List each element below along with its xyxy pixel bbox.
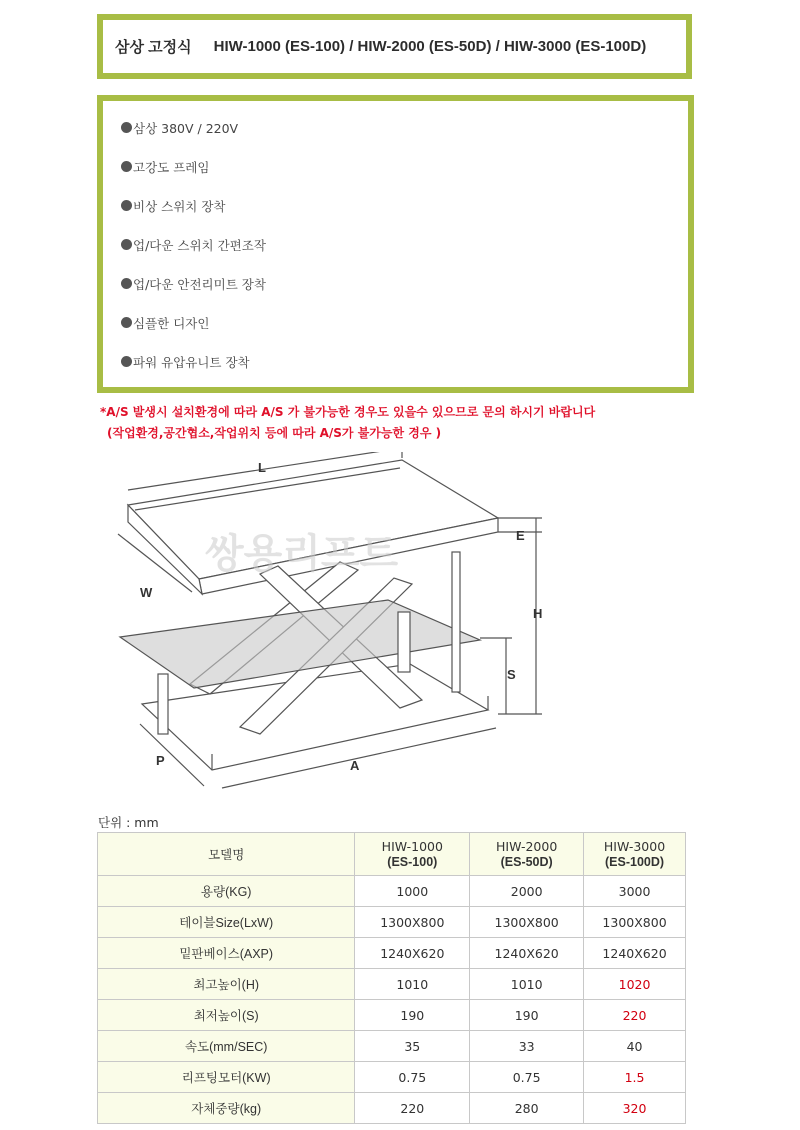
bullet-icon: [121, 239, 132, 250]
spec-label: 밑판베이스(AXP): [98, 938, 355, 969]
watermark: 쌍용리프트: [205, 531, 399, 577]
feature-item: [121, 119, 266, 158]
feature-text: 파워 유압유니트 장착: [133, 355, 250, 370]
label-l: L: [258, 460, 266, 475]
hydraulic-cylinder: [398, 612, 410, 672]
spec-label: 자체중량(kg): [98, 1093, 355, 1124]
bullet-icon: [121, 356, 132, 367]
as-notice-detail: (작업환경,공간협소,작업위치 등에 따라 A/S가 불가능한 경우 ): [107, 426, 442, 440]
bullet-icon: [121, 122, 132, 133]
feature-text: 삼상 380V / 220V: [133, 121, 239, 136]
spec-value: 1010: [470, 969, 584, 1000]
table-row: [98, 1093, 686, 1124]
feature-item: [121, 275, 266, 314]
label-a: A: [350, 758, 360, 773]
spec-value: 1300X800: [584, 907, 686, 938]
spec-label: 속도(mm/SEC): [98, 1031, 355, 1062]
feature-text: 심플한 디자인: [133, 316, 210, 331]
feature-text: 비상 스위치 장착: [133, 199, 226, 214]
bullet-icon: [121, 161, 132, 172]
feature-box: [97, 95, 694, 393]
table-row: [98, 1031, 686, 1062]
table-row: [98, 969, 686, 1000]
label-h: H: [533, 606, 543, 621]
spec-value: 3000: [584, 876, 686, 907]
spec-label: 리프팅모터(KW): [98, 1062, 355, 1093]
feature-item: [121, 314, 266, 353]
feature-item: [121, 197, 266, 236]
model-code: (ES-50D): [500, 854, 553, 869]
as-notice: *A/S 발생시 설치환경에 따라 A/S 가 불가능한 경우도 있을수 있으므로 문의 하시기 바랍니다: [100, 405, 596, 419]
label-s: S: [507, 667, 516, 682]
spec-table: [97, 832, 686, 1124]
spec-value: 220: [584, 1000, 686, 1031]
model-code: (ES-100D): [605, 854, 665, 869]
spec-value: 1300X800: [470, 907, 584, 938]
spec-value: 1010: [355, 969, 470, 1000]
scissor-lift-diagram: [100, 452, 560, 802]
spec-value: 0.75: [470, 1062, 584, 1093]
model-name-header: 모델명: [98, 833, 355, 876]
spec-value: 190: [470, 1000, 584, 1031]
model-name: HIW-2000: [496, 838, 558, 854]
bullet-icon: [121, 317, 132, 328]
spec-value: 1240X620: [470, 938, 584, 969]
spec-value: 320: [584, 1093, 686, 1124]
bullet-icon: [121, 200, 132, 211]
model-header: [470, 833, 584, 876]
spec-value: 1240X620: [584, 938, 686, 969]
table-row: [98, 876, 686, 907]
title-models: HIW-1000 (ES-100) / HIW-2000 (ES-50D) / HIW-3000 (ES-100D): [213, 38, 647, 55]
bullet-icon: [121, 278, 132, 289]
model-header: [584, 833, 686, 876]
table-row: [98, 907, 686, 938]
model-code: (ES-100): [387, 854, 438, 869]
spec-label: 테이블Size(LxW): [98, 907, 355, 938]
feature-item: [121, 353, 266, 392]
label-w: W: [140, 585, 153, 600]
spec-value: 190: [355, 1000, 470, 1031]
spec-value: 0.75: [355, 1062, 470, 1093]
spec-value: 1300X800: [355, 907, 470, 938]
feature-list: [121, 119, 266, 392]
label-e: E: [516, 528, 525, 543]
table-row: [98, 938, 686, 969]
table-row: [98, 1000, 686, 1031]
feature-text: 고강도 프레임: [133, 160, 210, 175]
spec-value: 1.5: [584, 1062, 686, 1093]
spec-value: 1000: [355, 876, 470, 907]
spec-value: 1240X620: [355, 938, 470, 969]
spec-value: 1020: [584, 969, 686, 1000]
model-name: HIW-3000: [603, 838, 666, 854]
table-header-row: [98, 833, 686, 876]
feature-text: 업/다운 안전리미트 장착: [133, 277, 266, 292]
title-box: [97, 14, 692, 79]
model-header: [355, 833, 470, 876]
spec-value: 280: [470, 1093, 584, 1124]
title-prefix: 삼상 고정식: [115, 39, 192, 56]
unit-label: 단위 : mm: [98, 815, 159, 830]
spec-label: 최저높이(S): [98, 1000, 355, 1031]
spec-value: 2000: [470, 876, 584, 907]
spec-value: 220: [355, 1093, 470, 1124]
label-p: P: [156, 753, 165, 768]
feature-text: 업/다운 스위치 간편조작: [133, 238, 266, 253]
feature-item: [121, 158, 266, 197]
spec-value: 33: [470, 1031, 584, 1062]
table-row: [98, 1062, 686, 1093]
spec-label: 용량(KG): [98, 876, 355, 907]
spec-value: 35: [355, 1031, 470, 1062]
spec-value: 40: [584, 1031, 686, 1062]
feature-item: [121, 236, 266, 275]
model-name: HIW-1000: [381, 838, 443, 854]
spec-label: 최고높이(H): [98, 969, 355, 1000]
